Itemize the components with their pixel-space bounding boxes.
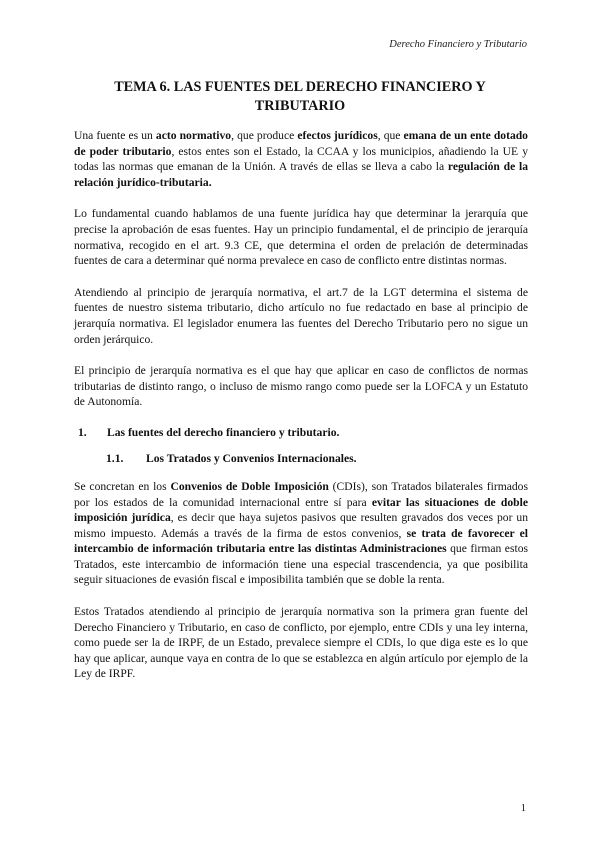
section-heading-1 <box>74 426 528 439</box>
bold-run: acto normativo <box>155 129 232 142</box>
section-heading-1-1 <box>74 452 528 465</box>
bold-run: se trata de favorecer el intercambio de información tributaria entre las distintas Administraciones <box>74 526 528 556</box>
text-run: , es decir que haya sujetos pasivos que resulten gravados dos veces por un mismo impuesto. Además a través de la firma de estos convenios, <box>74 511 529 540</box>
section-number: 1. <box>78 425 87 439</box>
text-run: Se concretan en los <box>74 479 171 493</box>
text-run: que firman estos Tratados, este intercambio de información tiene una especial trascendencia, ya que posibilita seguir situaciones de evasión fiscal e imposibilita también que se doble la renta. <box>74 542 528 587</box>
bold-run: evitar las situaciones de doble imposición jurídica <box>74 495 528 525</box>
section-title: Las fuentes del derecho financiero y tributario. <box>107 425 340 439</box>
text-run: Una fuente es un <box>74 129 156 142</box>
paragraph-hierarchy: Lo fundamental cuando hablamos de una fuente jurídica hay que determinar la jerarquía que precise la aprobación de esas fuentes. Hay un principio fundamental, el de principio de jerarquía normativa, recogido en el art. 9.3 CE, que determina el orden de prelación de determinadas fuentes de cara a determinar qué norma prevalece en caso de conflicto entre distintas normas. <box>74 207 528 268</box>
subsection-number: 1.1. <box>106 451 124 465</box>
running-header: Derecho Financiero y Tributario <box>389 39 527 50</box>
page-title: TEMA 6. LAS FUENTES DEL DERECHO FINANCIERO Y TRIBUTARIO <box>114 79 486 114</box>
page-number: 1 <box>520 803 526 814</box>
text-run: , que <box>377 129 404 142</box>
paragraph-cdis <box>74 479 528 588</box>
bold-run: regulación de la relación jurídico-tributaria. <box>74 160 528 189</box>
subsection-title: Los Tratados y Convenios Internacionales. <box>146 451 357 465</box>
text-run: , estos entes son el Estado, la CCAA y los municipios, añadiendo la UE y todas las normas que emanan de la Unión. A través de ellas se lleva a cabo la <box>74 144 528 174</box>
paragraph-conflicts: El principio de jerarquía normativa es el que hay que aplicar en caso de conflictos de normas tributarias de distinto rango, o incluso de mismo rango como puede ser la LOFCA y un Estatuto de Autonomía. <box>74 364 528 409</box>
bold-run: emana de un ente dotado de poder tributario <box>74 129 528 158</box>
paragraph-lgt-art7: Atendiendo al principio de jerarquía normativa, el art.7 de la LGT determina el sistema de fuentes de nuestro sistema tributario, dicho artículo no fue redactado en base al principio de jerarquía normativa. El legislador enumera las fuentes del Derecho Tributario pero no sigue un orden jerárquico. <box>74 285 528 346</box>
paragraph-treaties-priority: Estos Tratados atendiendo al principio de jerarquía normativa son la primera gran fuente del Derecho Financiero y Tributario, en caso de conflicto, por ejemplo, entre CDIs y una ley interna, como puede ser la de IRPF, de un Estado, prevalece siempre el CDIs, lo que diga este es lo que hay que aplicar, aunque vaya en contra de lo que se establezca en algún artículo por ejemplo de la Ley de IRPF. <box>74 605 528 681</box>
text-run: , que produce <box>231 129 298 142</box>
text-run: (CDIs), son Tratados bilaterales firmados por los estados de la comunidad internacional entre sí para <box>74 479 528 509</box>
paragraph-definition <box>74 128 528 190</box>
bold-run: Convenios de Doble Imposición <box>170 479 329 493</box>
document-body <box>74 128 528 698</box>
bold-run: efectos jurídicos <box>297 129 378 142</box>
